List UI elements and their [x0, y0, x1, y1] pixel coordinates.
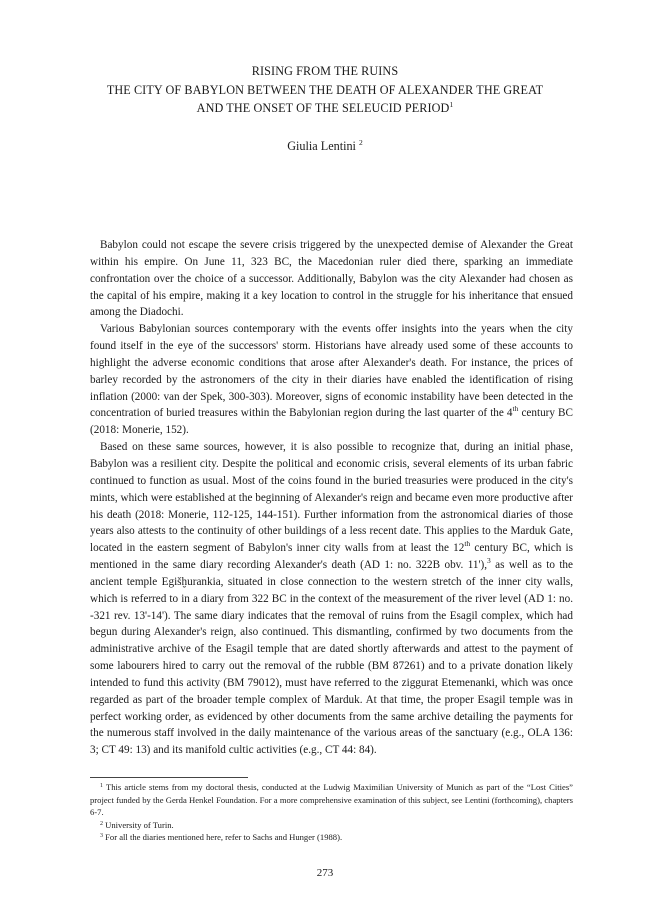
footnotes: [90, 781, 573, 844]
author-line: [60, 139, 590, 154]
footnote-ref-2[interactable]: 2: [359, 138, 363, 147]
footnote-3: [90, 831, 573, 844]
author-name: Giulia Lentini: [287, 139, 356, 153]
paragraph-1: Babylon could not escape the severe crisis triggered by the unexpected demise of Alexander the Great within his empire. On June 11, 323 BC, the Macedonian ruler died there, sparking an immediate confrontation over the choice of a successor. Additionally, Babylon was the city Alexander had chosen as the capital of his empire, making it a key location to control in the struggle for his inheritance that ensued among the Diadochi.: [90, 239, 573, 319]
footnote-mark-2: 2: [100, 820, 103, 827]
article-title: [60, 62, 590, 118]
page-number: 273: [316, 867, 334, 879]
title-line-1: RISING FROM THE RUINS: [251, 64, 399, 78]
footnote-mark-3: 3: [100, 833, 103, 840]
title-line-2: THE CITY OF BABYLON BETWEEN THE DEATH OF ALEXANDER THE GREAT: [106, 82, 544, 97]
footnote-2-text: University of Turin.: [103, 819, 174, 830]
footnote-ref-3[interactable]: 3: [487, 556, 491, 566]
title-line-3: [60, 99, 590, 118]
footnote-1: [90, 781, 573, 819]
title-line-3-text: AND THE ONSET OF THE SELEUCID PERIOD: [196, 101, 450, 115]
paragraph-3-part-a: Based on these same sources, however, it is also possible to recognize that, during an initial phase, Babylon was a resilient city. Despite the political and economic crisis, several elements of its urban fabric continued to function as usual. Most of the coins found in the buried treasuries were produced in the city's mints, which were established at the beginning of Alexander's reign and became even more productive after his death (2018: Monerie, 112-125, 144-151). Further information from the astronomical diaries of those years also attests to the continuity of other buildings of a less recent date. This applies to the Marduk Gate, located in the eastern segment of Babylon's inner city walls from at least the 12: [90, 441, 573, 555]
footnote-1-text: This article stems from my doctoral thesis, conducted at the Ludwig Maximilian University of Munich as part of the “Lost Cities” project funded by the Gerda Henkel Foundation. For a more comprehensive examination of this subject, see Lentini (forthcoming), chapters 6-7.: [90, 782, 573, 818]
ordinal-superscript: th: [464, 539, 471, 549]
paragraph-2-part-a: Various Babylonian sources contemporary with the events offer insights into the years when the city found itself in the eye of the successors' storm. Historians have already used some of these accounts to highlight the adverse economic conditions that arose after Alexander's death. For instance, the prices of barley recorded by the astronomers of the city in their diaries have enabled the identification of rising inflation (2000: van der Spek, 300-303). Moreover, signs of economic instability have been detected in the concentration of buried treasures within the Babylonian region during the last quarter of the 4: [90, 323, 573, 420]
footnote-divider: [90, 777, 248, 778]
paragraph-3: [90, 439, 573, 759]
paragraph-2-part-b: century BC (2018: Monerie, 152).: [90, 407, 573, 437]
footnote-mark-1: 1: [100, 783, 103, 789]
footnote-ref-1[interactable]: 1: [449, 100, 454, 109]
paragraph-3-part-b: century BC, which is mentioned in the same diary recording Alexander's death (AD 1: no. 322B obv. 11'),: [90, 542, 573, 572]
paragraph-2: [90, 321, 573, 439]
footnote-2: [90, 819, 573, 832]
paragraph-3-part-c: as well as to the ancient temple Egišḫurankia, situated in close connection to the western stretch of the inner city walls, which is referred to in a diary from 322 BC in the context of the measurement of the river level (AD 1: no. -321 rev. 13'-14'). The same diary indicates that the removal of ruins from the Esagil complex, which had begun during Alexander's reign, also continued. This dismantling, confirmed by two documents from the administrative archive of the Esagil temple that are dated shortly afterwards and attest to the payment of some labourers hired to carry out the removal of the rubble (BM 87261) and to a private donation likely intended to fund this activity (BM 79012), must have referred to the ziggurat Etemenanki, which was once regarded as part of the broader temple complex of Marduk. At that time, the proper Esagil temple was in perfect working order, as evidenced by other documents from the same archive detailing the payments for the numerous staff involved in the daily maintenance of the various areas of the sanctuary (e.g., OLA 136: 3; CT 49: 13) and its manifold cultic activities (e.g., CT 44: 84).: [90, 559, 573, 757]
body-text: [90, 237, 573, 759]
ordinal-superscript: th: [512, 404, 519, 414]
footnote-3-text: For all the diaries mentioned here, refer to Sachs and Hunger (1988).: [103, 832, 343, 843]
